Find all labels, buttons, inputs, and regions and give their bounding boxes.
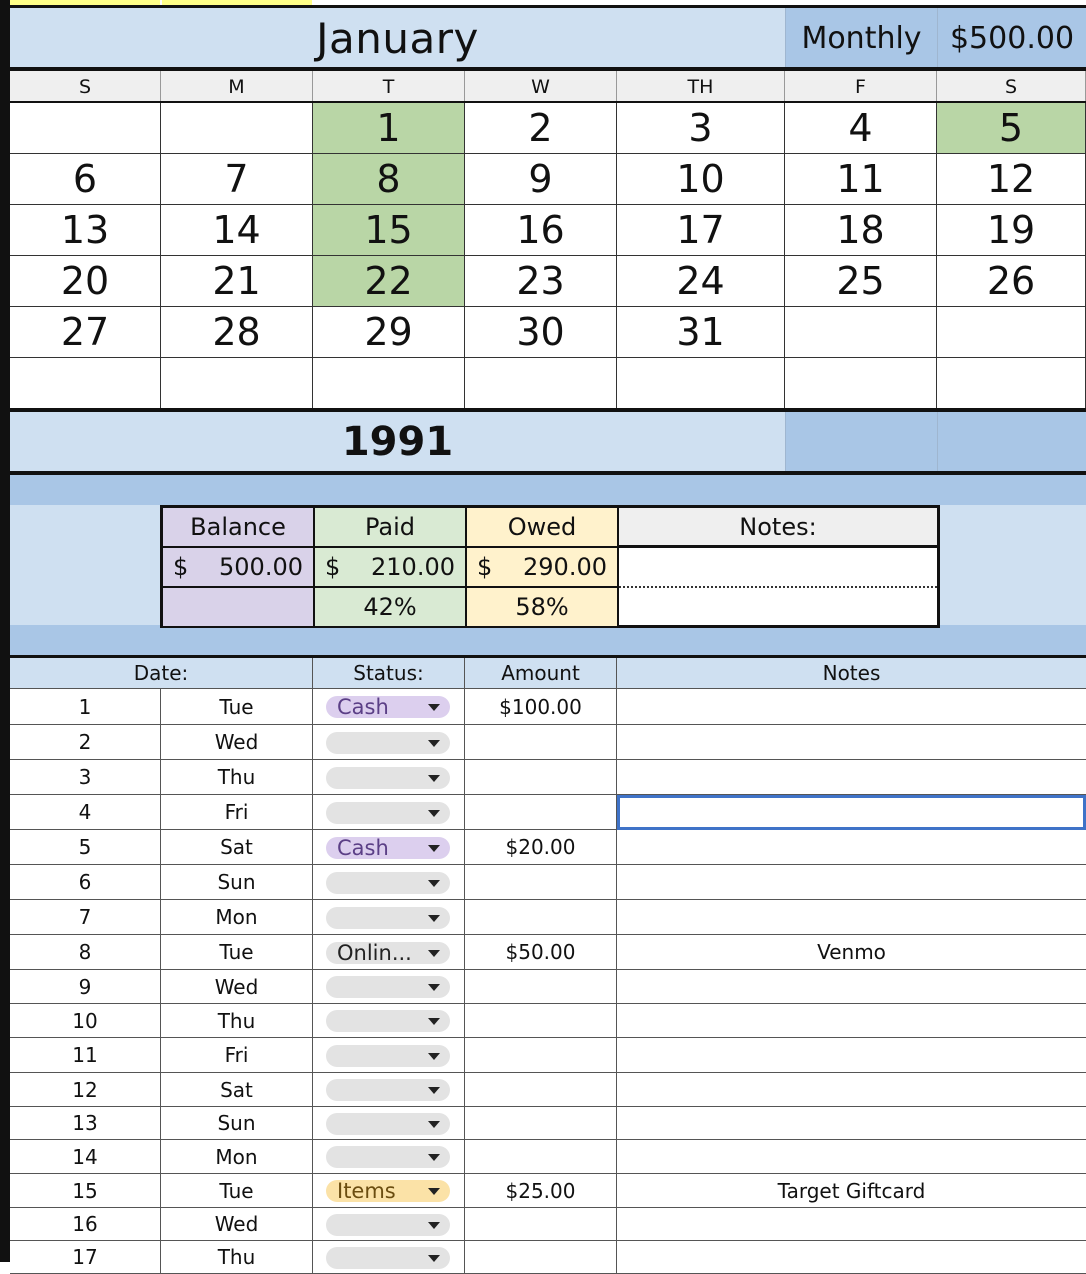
status-dropdown[interactable]: [326, 976, 450, 998]
status-dropdown-value: Onlin...: [337, 941, 412, 965]
chevron-down-icon: [428, 1087, 440, 1094]
status-cell[interactable]: [313, 935, 465, 970]
weekday-cell[interactable]: Wed: [161, 970, 313, 1004]
weekday-cell[interactable]: Tue: [161, 1174, 313, 1208]
amount-cell[interactable]: $100.00: [465, 689, 617, 725]
weekday-cell[interactable]: Sat: [161, 830, 313, 865]
calendar-day-cell[interactable]: 29: [313, 307, 465, 358]
weekday-cell[interactable]: Wed: [161, 725, 313, 760]
notes-cell[interactable]: [617, 1038, 1086, 1073]
notes-cell[interactable]: [617, 830, 1086, 865]
table-row: [10, 760, 1086, 795]
owed-percent: 58%: [467, 588, 619, 628]
chevron-down-icon: [428, 845, 440, 852]
weekday-cell[interactable]: Thu: [161, 1004, 313, 1038]
status-cell[interactable]: [313, 1208, 465, 1241]
calendar-day-cell[interactable]: [785, 307, 937, 358]
notes-cell[interactable]: [617, 1140, 1086, 1174]
table-row: [10, 795, 1086, 830]
status-cell[interactable]: [313, 1174, 465, 1208]
chevron-down-icon: [428, 775, 440, 782]
status-cell[interactable]: [313, 865, 465, 900]
status-dropdown[interactable]: [326, 767, 450, 789]
status-dropdown[interactable]: [326, 802, 450, 824]
currency-symbol: $: [325, 553, 341, 581]
day-number-cell[interactable]: 9: [10, 970, 161, 1004]
chevron-down-icon: [428, 740, 440, 747]
weekday-cell[interactable]: Fri: [161, 1038, 313, 1073]
calendar-day-cell[interactable]: [617, 358, 785, 409]
day-header-sun: S: [10, 71, 161, 102]
calendar-day-cell[interactable]: 19: [937, 205, 1086, 256]
amount-cell[interactable]: $25.00: [465, 1174, 617, 1208]
weekday-cell[interactable]: Thu: [161, 760, 313, 795]
day-number-cell[interactable]: 16: [10, 1208, 161, 1241]
amount-cell[interactable]: [465, 1038, 617, 1073]
status-cell[interactable]: [313, 970, 465, 1004]
day-number-cell[interactable]: 1: [10, 689, 161, 725]
calendar-day-cell[interactable]: 22: [313, 256, 465, 307]
weekday-cell[interactable]: Thu: [161, 1241, 313, 1274]
amount-cell[interactable]: [465, 1073, 617, 1107]
year-side-cell: [785, 412, 937, 472]
status-cell[interactable]: [313, 725, 465, 760]
weekday-cell[interactable]: Mon: [161, 1140, 313, 1174]
status-cell[interactable]: [313, 1140, 465, 1174]
weekday-cell[interactable]: Sun: [161, 865, 313, 900]
notes-cell[interactable]: [617, 1208, 1086, 1241]
status-cell[interactable]: [313, 760, 465, 795]
chevron-down-icon: [428, 1053, 440, 1060]
status-dropdown[interactable]: [326, 837, 450, 859]
day-header-thu: TH: [617, 71, 785, 102]
calendar-day-cell[interactable]: 25: [785, 256, 937, 307]
notes-cell[interactable]: [617, 689, 1086, 725]
paid-value: 210.00: [371, 553, 455, 581]
notes-header: Notes:: [619, 508, 940, 548]
chevron-down-icon: [428, 950, 440, 957]
day-header-sat: S: [937, 71, 1086, 102]
day-number-cell[interactable]: 4: [10, 795, 161, 830]
status-dropdown[interactable]: [326, 696, 450, 718]
date-column-header: Date:: [10, 658, 313, 688]
status-dropdown[interactable]: [326, 1079, 450, 1101]
day-number-cell[interactable]: 6: [10, 865, 161, 900]
calendar-day-cell[interactable]: [10, 103, 161, 154]
status-cell[interactable]: [313, 1073, 465, 1107]
day-number-cell[interactable]: 14: [10, 1140, 161, 1174]
table-row: [10, 1208, 1086, 1241]
owed-header: Owed: [467, 508, 619, 548]
status-dropdown[interactable]: [326, 1180, 450, 1202]
table-row: [10, 830, 1086, 865]
balance-value-cell[interactable]: [163, 548, 315, 588]
amount-cell[interactable]: [465, 1140, 617, 1174]
day-header-fri: F: [785, 71, 937, 102]
owed-value-cell[interactable]: [467, 548, 619, 588]
chevron-down-icon: [428, 880, 440, 887]
day-number-cell[interactable]: 7: [10, 900, 161, 935]
chevron-down-icon: [428, 1154, 440, 1161]
amount-cell[interactable]: [465, 725, 617, 760]
calendar-day-cell[interactable]: 27: [10, 307, 161, 358]
notes-cell[interactable]: [617, 760, 1086, 795]
status-dropdown-value: Items: [337, 1179, 396, 1203]
day-number-cell[interactable]: 11: [10, 1038, 161, 1073]
table-row: [10, 689, 1086, 725]
calendar-grid: [10, 103, 1086, 409]
status-cell[interactable]: [313, 795, 465, 830]
status-dropdown[interactable]: [326, 907, 450, 929]
day-header-row: [10, 71, 1086, 102]
calendar-day-cell[interactable]: [10, 358, 161, 409]
weekday-cell[interactable]: Mon: [161, 900, 313, 935]
calendar-day-cell[interactable]: 3: [617, 103, 785, 154]
notes-cell[interactable]: [617, 725, 1086, 760]
weekday-cell[interactable]: Wed: [161, 1208, 313, 1241]
calendar-day-cell[interactable]: [465, 358, 617, 409]
table-row: [10, 1140, 1086, 1174]
table-row: [10, 1004, 1086, 1038]
paid-header: Paid: [315, 508, 467, 548]
notes-input[interactable]: [619, 548, 940, 628]
status-dropdown[interactable]: [326, 1214, 450, 1236]
calendar-day-cell[interactable]: [785, 358, 937, 409]
amount-cell[interactable]: [465, 760, 617, 795]
status-dropdown[interactable]: [326, 1113, 450, 1135]
calendar-day-cell[interactable]: 11: [785, 154, 937, 205]
sheet-left-border: [0, 0, 10, 1262]
amount-cell[interactable]: [465, 1004, 617, 1038]
calendar-day-cell[interactable]: 15: [313, 205, 465, 256]
table-row: [10, 935, 1086, 970]
status-dropdown[interactable]: [326, 1010, 450, 1032]
calendar-day-cell[interactable]: 21: [161, 256, 313, 307]
paid-value-cell[interactable]: [315, 548, 467, 588]
notes-cell[interactable]: [617, 865, 1086, 900]
amount-column-header: Amount: [465, 658, 617, 688]
status-dropdown-value: Cash: [337, 695, 389, 719]
notes-column-header: Notes: [822, 661, 881, 685]
status-cell[interactable]: [313, 830, 465, 865]
day-header-tue: T: [313, 71, 465, 102]
day-number-cell[interactable]: 8: [10, 935, 161, 970]
notes-cell[interactable]: Venmo: [617, 935, 1086, 970]
status-dropdown[interactable]: [326, 1146, 450, 1168]
calendar-day-cell[interactable]: 1: [313, 103, 465, 154]
chevron-down-icon: [428, 1222, 440, 1229]
amount-cell[interactable]: [465, 795, 617, 830]
amount-cell[interactable]: [465, 900, 617, 935]
table-row: [10, 1073, 1086, 1107]
status-cell[interactable]: [313, 689, 465, 725]
status-dropdown[interactable]: [326, 872, 450, 894]
amount-cell[interactable]: $50.00: [465, 935, 617, 970]
status-cell[interactable]: [313, 1107, 465, 1140]
month-title: January: [10, 8, 785, 68]
weekday-cell[interactable]: Tue: [161, 935, 313, 970]
summary-table: [160, 505, 940, 628]
calendar-day-cell[interactable]: 5: [937, 103, 1086, 154]
day-number-cell[interactable]: 3: [10, 760, 161, 795]
weekday-cell[interactable]: Sat: [161, 1073, 313, 1107]
calendar-day-cell[interactable]: [161, 103, 313, 154]
status-dropdown[interactable]: [326, 1247, 450, 1269]
table-row: [10, 1174, 1086, 1208]
day-number-cell[interactable]: 17: [10, 1241, 161, 1274]
calendar-day-cell[interactable]: 4: [785, 103, 937, 154]
amount-cell[interactable]: [465, 865, 617, 900]
notes-cell[interactable]: [617, 1107, 1086, 1140]
weekday-cell[interactable]: Fri: [161, 795, 313, 830]
balance-header: Balance: [163, 508, 315, 548]
chevron-down-icon: [428, 1018, 440, 1025]
calendar-day-cell[interactable]: [937, 307, 1086, 358]
notes-cell[interactable]: [617, 970, 1086, 1004]
calendar-day-cell[interactable]: 23: [465, 256, 617, 307]
calendar-day-cell[interactable]: 6: [10, 154, 161, 205]
notes-dotted-line: [619, 586, 937, 588]
day-header-wed: W: [465, 71, 617, 102]
currency-symbol: $: [173, 553, 189, 581]
weekday-cell[interactable]: Sun: [161, 1107, 313, 1140]
status-dropdown[interactable]: [326, 942, 450, 964]
calendar-day-cell[interactable]: 18: [785, 205, 937, 256]
amount-cell[interactable]: [465, 1107, 617, 1140]
table-row: [10, 970, 1086, 1004]
amount-cell[interactable]: [465, 970, 617, 1004]
day-number-cell[interactable]: 5: [10, 830, 161, 865]
paid-percent: 42%: [315, 588, 467, 628]
payment-log: [10, 689, 1086, 1269]
chevron-down-icon: [428, 1121, 440, 1128]
selected-notes-cell[interactable]: [617, 795, 1086, 830]
frequency-label: Monthly: [785, 8, 937, 68]
chevron-down-icon: [428, 704, 440, 711]
calendar-day-cell[interactable]: [937, 358, 1086, 409]
year-side-cell: [937, 412, 1086, 472]
year-title: 1991: [10, 412, 785, 472]
calendar-day-cell[interactable]: 10: [617, 154, 785, 205]
table-row: [10, 725, 1086, 760]
calendar-day-cell[interactable]: 20: [10, 256, 161, 307]
day-number-cell[interactable]: 10: [10, 1004, 161, 1038]
table-row: [10, 1107, 1086, 1140]
notes-cell[interactable]: Target Giftcard: [617, 1174, 1086, 1208]
notes-cell[interactable]: [617, 1004, 1086, 1038]
calendar-day-cell[interactable]: 8: [313, 154, 465, 205]
status-cell[interactable]: [313, 1241, 465, 1274]
frequency-amount: $500.00: [937, 8, 1086, 68]
status-column-header: Status:: [313, 658, 465, 688]
calendar-day-cell[interactable]: 28: [161, 307, 313, 358]
calendar-day-cell[interactable]: [313, 358, 465, 409]
chevron-down-icon: [428, 1255, 440, 1262]
status-cell[interactable]: [313, 1038, 465, 1073]
weekday-cell[interactable]: Tue: [161, 689, 313, 725]
notes-cell[interactable]: [617, 1073, 1086, 1107]
calendar-day-cell[interactable]: 16: [465, 205, 617, 256]
balance-pct-cell: [163, 588, 315, 628]
status-dropdown[interactable]: [326, 732, 450, 754]
day-number-cell[interactable]: 13: [10, 1107, 161, 1140]
calendar-day-cell[interactable]: 30: [465, 307, 617, 358]
status-dropdown[interactable]: [326, 1045, 450, 1067]
notes-cell[interactable]: [617, 900, 1086, 935]
table-row: [10, 1038, 1086, 1073]
calendar-day-cell[interactable]: 7: [161, 154, 313, 205]
balance-value: 500.00: [219, 553, 303, 581]
amount-cell[interactable]: [465, 1208, 617, 1241]
status-cell[interactable]: [313, 900, 465, 935]
log-header-row: [10, 658, 1086, 689]
summary-band-bottom: [10, 625, 1086, 655]
chevron-down-icon: [428, 1188, 440, 1195]
status-cell[interactable]: [313, 1004, 465, 1038]
calendar-day-cell[interactable]: 24: [617, 256, 785, 307]
calendar-day-cell[interactable]: 12: [937, 154, 1086, 205]
calendar-day-cell[interactable]: [161, 358, 313, 409]
status-dropdown-value: Cash: [337, 836, 389, 860]
table-row: [10, 865, 1086, 900]
calendar-day-cell[interactable]: 17: [617, 205, 785, 256]
owed-value: 290.00: [523, 553, 607, 581]
chevron-down-icon: [428, 915, 440, 922]
currency-symbol: $: [477, 553, 493, 581]
calendar-day-cell[interactable]: 31: [617, 307, 785, 358]
calendar-day-cell[interactable]: 9: [465, 154, 617, 205]
table-row: [10, 1241, 1086, 1274]
summary-band-top: [10, 475, 1086, 505]
table-row: [10, 900, 1086, 935]
notes-cell[interactable]: [617, 1241, 1086, 1274]
chevron-down-icon: [428, 810, 440, 817]
calendar-day-cell[interactable]: 2: [465, 103, 617, 154]
calendar-day-cell[interactable]: 13: [10, 205, 161, 256]
day-header-mon: M: [161, 71, 313, 102]
amount-cell[interactable]: $20.00: [465, 830, 617, 865]
day-number-cell[interactable]: 15: [10, 1174, 161, 1208]
day-number-cell[interactable]: 2: [10, 725, 161, 760]
amount-cell[interactable]: [465, 1241, 617, 1274]
day-number-cell[interactable]: 12: [10, 1073, 161, 1107]
calendar-day-cell[interactable]: 14: [161, 205, 313, 256]
chevron-down-icon: [428, 984, 440, 991]
calendar-day-cell[interactable]: 26: [937, 256, 1086, 307]
